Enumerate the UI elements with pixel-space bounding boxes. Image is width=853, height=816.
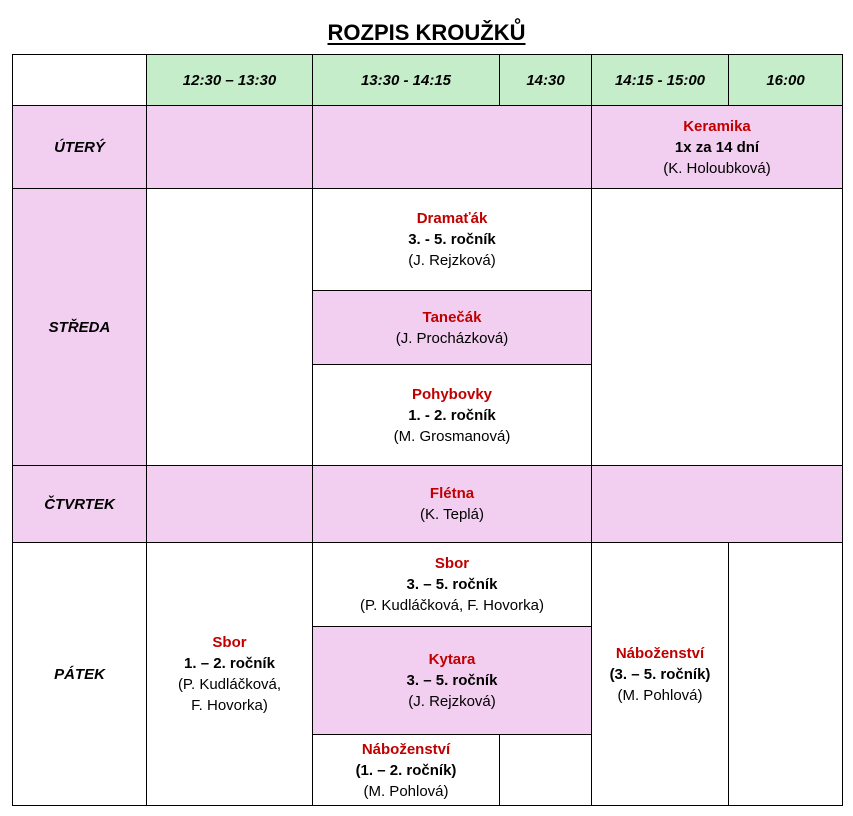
empty-cell (729, 543, 843, 806)
day-label: ČTVRTEK (13, 466, 147, 543)
activity-teacher: (M. Pohlová) (617, 686, 703, 704)
activity-nabozenstvi-1-2 (313, 735, 500, 806)
header-row (13, 55, 843, 106)
activity-teacher: (P. Kudláčková, (177, 676, 282, 693)
time-header: 13:30 - 14:15 (313, 55, 500, 106)
activity-name: Keramika (683, 117, 751, 135)
activity-teacher: (K. Holoubková) (663, 159, 771, 177)
activity-teacher: (M. Pohlová) (363, 782, 449, 800)
activity-tanecak (313, 291, 592, 365)
activity-keramika (592, 106, 843, 189)
empty-cell (592, 189, 843, 466)
day-label: STŘEDA (13, 189, 147, 466)
activity-name: Pohybovky (411, 385, 493, 403)
activity-info: (3. – 5. ročník) (609, 665, 711, 683)
time-header: 16:00 (729, 55, 843, 106)
row-streda (13, 189, 843, 291)
corner-cell (13, 55, 147, 106)
activity-teacher: (K. Teplá) (420, 506, 484, 523)
activity-teacher: (J. Rejzková) (408, 693, 496, 710)
schedule-table (12, 54, 843, 806)
empty-cell (147, 466, 313, 543)
empty-cell (147, 189, 313, 466)
activity-teacher: (J. Rejzková) (408, 252, 496, 269)
activity-name: Sbor (434, 555, 470, 572)
row-patek (13, 543, 843, 627)
activity-dramatak (313, 189, 592, 291)
activity-name: Dramaťák (416, 210, 488, 227)
activity-info: 1x za 14 dní (674, 138, 760, 156)
activity-sbor-3-5 (313, 543, 592, 627)
activity-info: 3. – 5. ročník (406, 672, 498, 689)
activity-teacher: F. Hovorka) (191, 697, 268, 714)
page-title: ROZPIS KROUŽKŮ (327, 20, 526, 45)
time-header: 14:30 (500, 55, 592, 106)
activity-info: 1. - 2. ročník (408, 406, 496, 424)
day-label: PÁTEK (13, 543, 147, 806)
row-ctvrtek (13, 466, 843, 543)
activity-kytara (313, 627, 592, 735)
activity-teacher: (P. Kudláčková, F. Hovorka) (360, 597, 544, 614)
time-header: 14:15 - 15:00 (592, 55, 729, 106)
time-header: 12:30 – 13:30 (147, 55, 313, 106)
activity-name: Kytara (428, 651, 476, 668)
activity-fletna (313, 466, 592, 543)
empty-cell (592, 466, 843, 543)
activity-info: (1. – 2. ročník) (355, 761, 457, 779)
row-utery (13, 106, 843, 189)
activity-teacher: (M. Grosmanová) (393, 427, 511, 445)
activity-teacher: (J. Procházková) (395, 329, 509, 347)
activity-pohybovky (313, 365, 592, 466)
day-label: ÚTERÝ (13, 106, 147, 189)
activity-info: 3. – 5. ročník (406, 576, 498, 593)
activity-info: 3. - 5. ročník (408, 231, 496, 248)
activity-info: 1. – 2. ročník (184, 655, 275, 672)
activity-sbor-1-2 (147, 543, 313, 806)
empty-cell (313, 106, 592, 189)
activity-name: Flétna (429, 485, 475, 502)
activity-name: Sbor (212, 634, 247, 651)
activity-name: Tanečák (422, 308, 482, 326)
empty-cell (500, 735, 592, 806)
empty-cell (147, 106, 313, 189)
activity-nabozenstvi-3-5 (592, 543, 729, 806)
activity-name: Náboženství (361, 740, 451, 758)
activity-name: Náboženství (615, 644, 705, 662)
